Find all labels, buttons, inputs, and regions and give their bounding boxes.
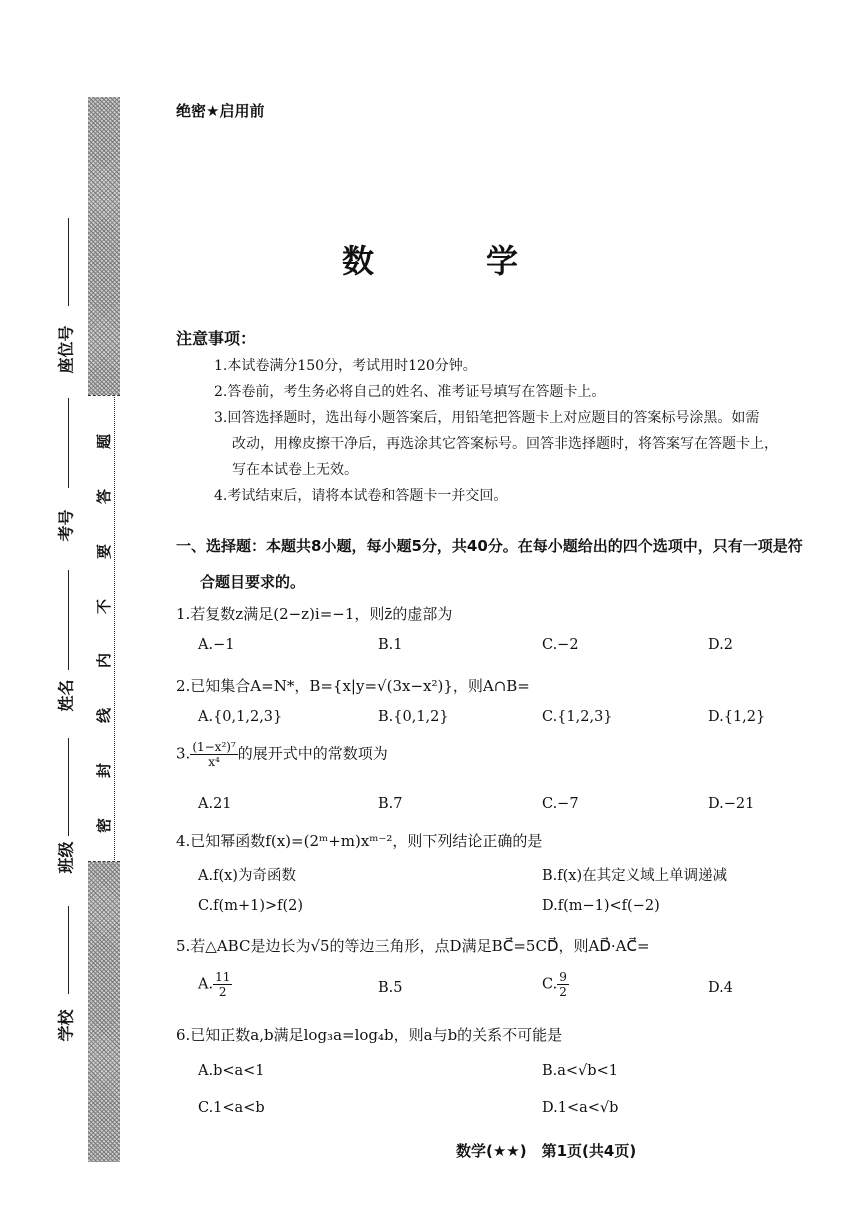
seal-char: 线 xyxy=(95,708,114,724)
q1-option-d: D.2 xyxy=(708,637,733,653)
school-line[interactable] xyxy=(68,906,69,994)
q3-option-c: C.−7 xyxy=(542,796,579,812)
notice-item: 改动，用橡皮擦干净后，再选涂其它答案标号。回答非选择题时，将答案写在答题卡上， xyxy=(232,436,778,452)
q5-option-d: D.4 xyxy=(708,980,733,996)
section-heading-cont: 合题目要求的。 xyxy=(200,573,306,591)
seal-char: 要 xyxy=(95,543,114,559)
seal-char: 密 xyxy=(95,817,114,833)
q6-option-d: D.1<a<√b xyxy=(542,1100,619,1116)
q1-option-a: A.−1 xyxy=(198,637,235,653)
question-1-stem: 1.若复数z满足(2−z)i=−1，则z̄的虚部为 xyxy=(176,605,453,623)
school-label: 学校 xyxy=(56,1008,76,1042)
seal-char: 封 xyxy=(95,763,114,779)
name-label: 姓名 xyxy=(56,678,76,712)
question-2-stem: 2.已知集合A=N*，B={x|y=√(3x−x²)}，则A∩B= xyxy=(176,677,530,695)
q2-option-b: B.{0,1,2} xyxy=(378,709,449,725)
q6-option-a: A.b<a<1 xyxy=(198,1063,265,1079)
notice-item: 3.回答选择题时，选出每小题答案后，用铅笔把答题卡上对应题目的答案标号涂黑。如需 xyxy=(214,410,760,426)
class-label: 班级 xyxy=(56,840,76,874)
q2-option-d: D.{1,2} xyxy=(708,709,766,725)
exam-number-line[interactable] xyxy=(68,398,69,488)
q1-option-b: B.1 xyxy=(378,637,403,653)
q3-option-a: A.21 xyxy=(198,796,232,812)
question-3-stem: 3. $\frac{\text{(1−x²)⁷}}{\text{x⁴}}$ 的展开式中的常数项为 xyxy=(176,740,388,769)
q5-option-c: C. $\frac{9}{2}$ xyxy=(542,970,567,999)
exam-number-label: 考号 xyxy=(56,508,76,542)
page-footer: 数学(★★) 第1页(共4页) xyxy=(456,1142,637,1160)
seal-line-text xyxy=(88,395,120,860)
q3-fraction-numerator: (1−x²)⁷ xyxy=(192,740,236,754)
q2-option-c: C.{1,2,3} xyxy=(542,709,613,725)
q4-option-a: A.f(x)为奇函数 xyxy=(198,868,296,884)
q6-option-c: C.1<a<b xyxy=(198,1100,265,1116)
q3-option-d: D.−21 xyxy=(708,796,755,812)
seal-char: 答 xyxy=(95,488,114,504)
q6-option-b: B.a<√b<1 xyxy=(542,1063,618,1079)
seal-char: 题 xyxy=(95,433,114,450)
q5-option-b: B.5 xyxy=(378,980,403,996)
q4-option-d: D.f(m−1)<f(−2) xyxy=(542,898,660,914)
q4-option-b: B.f(x)在其定义域上单调递减 xyxy=(542,868,728,884)
page-title: 数 学 xyxy=(341,242,558,280)
question-5-stem: 5.若△ABC是边长为√5的等边三角形，点D满足BC⃗=5CD⃗，则AD⃗·AC⃗= xyxy=(176,937,650,955)
notice-item: 2.答卷前，考生务必将自己的姓名、准考证号填写在答题卡上。 xyxy=(214,384,606,400)
question-4-stem: 4.已知幂函数f(x)=(2ᵐ+m)xᵐ⁻²，则下列结论正确的是 xyxy=(176,832,543,850)
name-line[interactable] xyxy=(68,570,69,670)
seat-number-label: 座位号 xyxy=(56,324,76,374)
notice-item: 1.本试卷满分150分，考试用时120分钟。 xyxy=(214,358,477,374)
q2-option-a: A.{0,1,2,3} xyxy=(198,709,283,725)
q3-fraction-denominator: x⁴ xyxy=(208,755,220,769)
notice-title: 注意事项： xyxy=(176,329,257,348)
q5-option-a: A. $\frac{11}{2}$ xyxy=(198,970,231,999)
q3-option-b: B.7 xyxy=(378,796,403,812)
notice-item: 4.考试结束后，请将本试卷和答题卡一并交回。 xyxy=(214,488,508,504)
seal-char: 不 xyxy=(95,598,114,614)
q4-option-c: C.f(m+1)>f(2) xyxy=(198,898,304,914)
seal-char: 内 xyxy=(95,653,114,669)
question-6-stem: 6.已知正数a,b满足log₃a=log₄b，则a与b的关系不可能是 xyxy=(176,1026,563,1044)
notice-item: 写在本试卷上无效。 xyxy=(232,462,358,478)
q1-option-c: C.−2 xyxy=(542,637,579,653)
confidential-label: 绝密★启用前 xyxy=(176,102,265,120)
section-heading: 一、选择题：本题共8小题，每小题5分，共40分。在每小题给出的四个选项中，只有一项是符 xyxy=(176,537,803,555)
